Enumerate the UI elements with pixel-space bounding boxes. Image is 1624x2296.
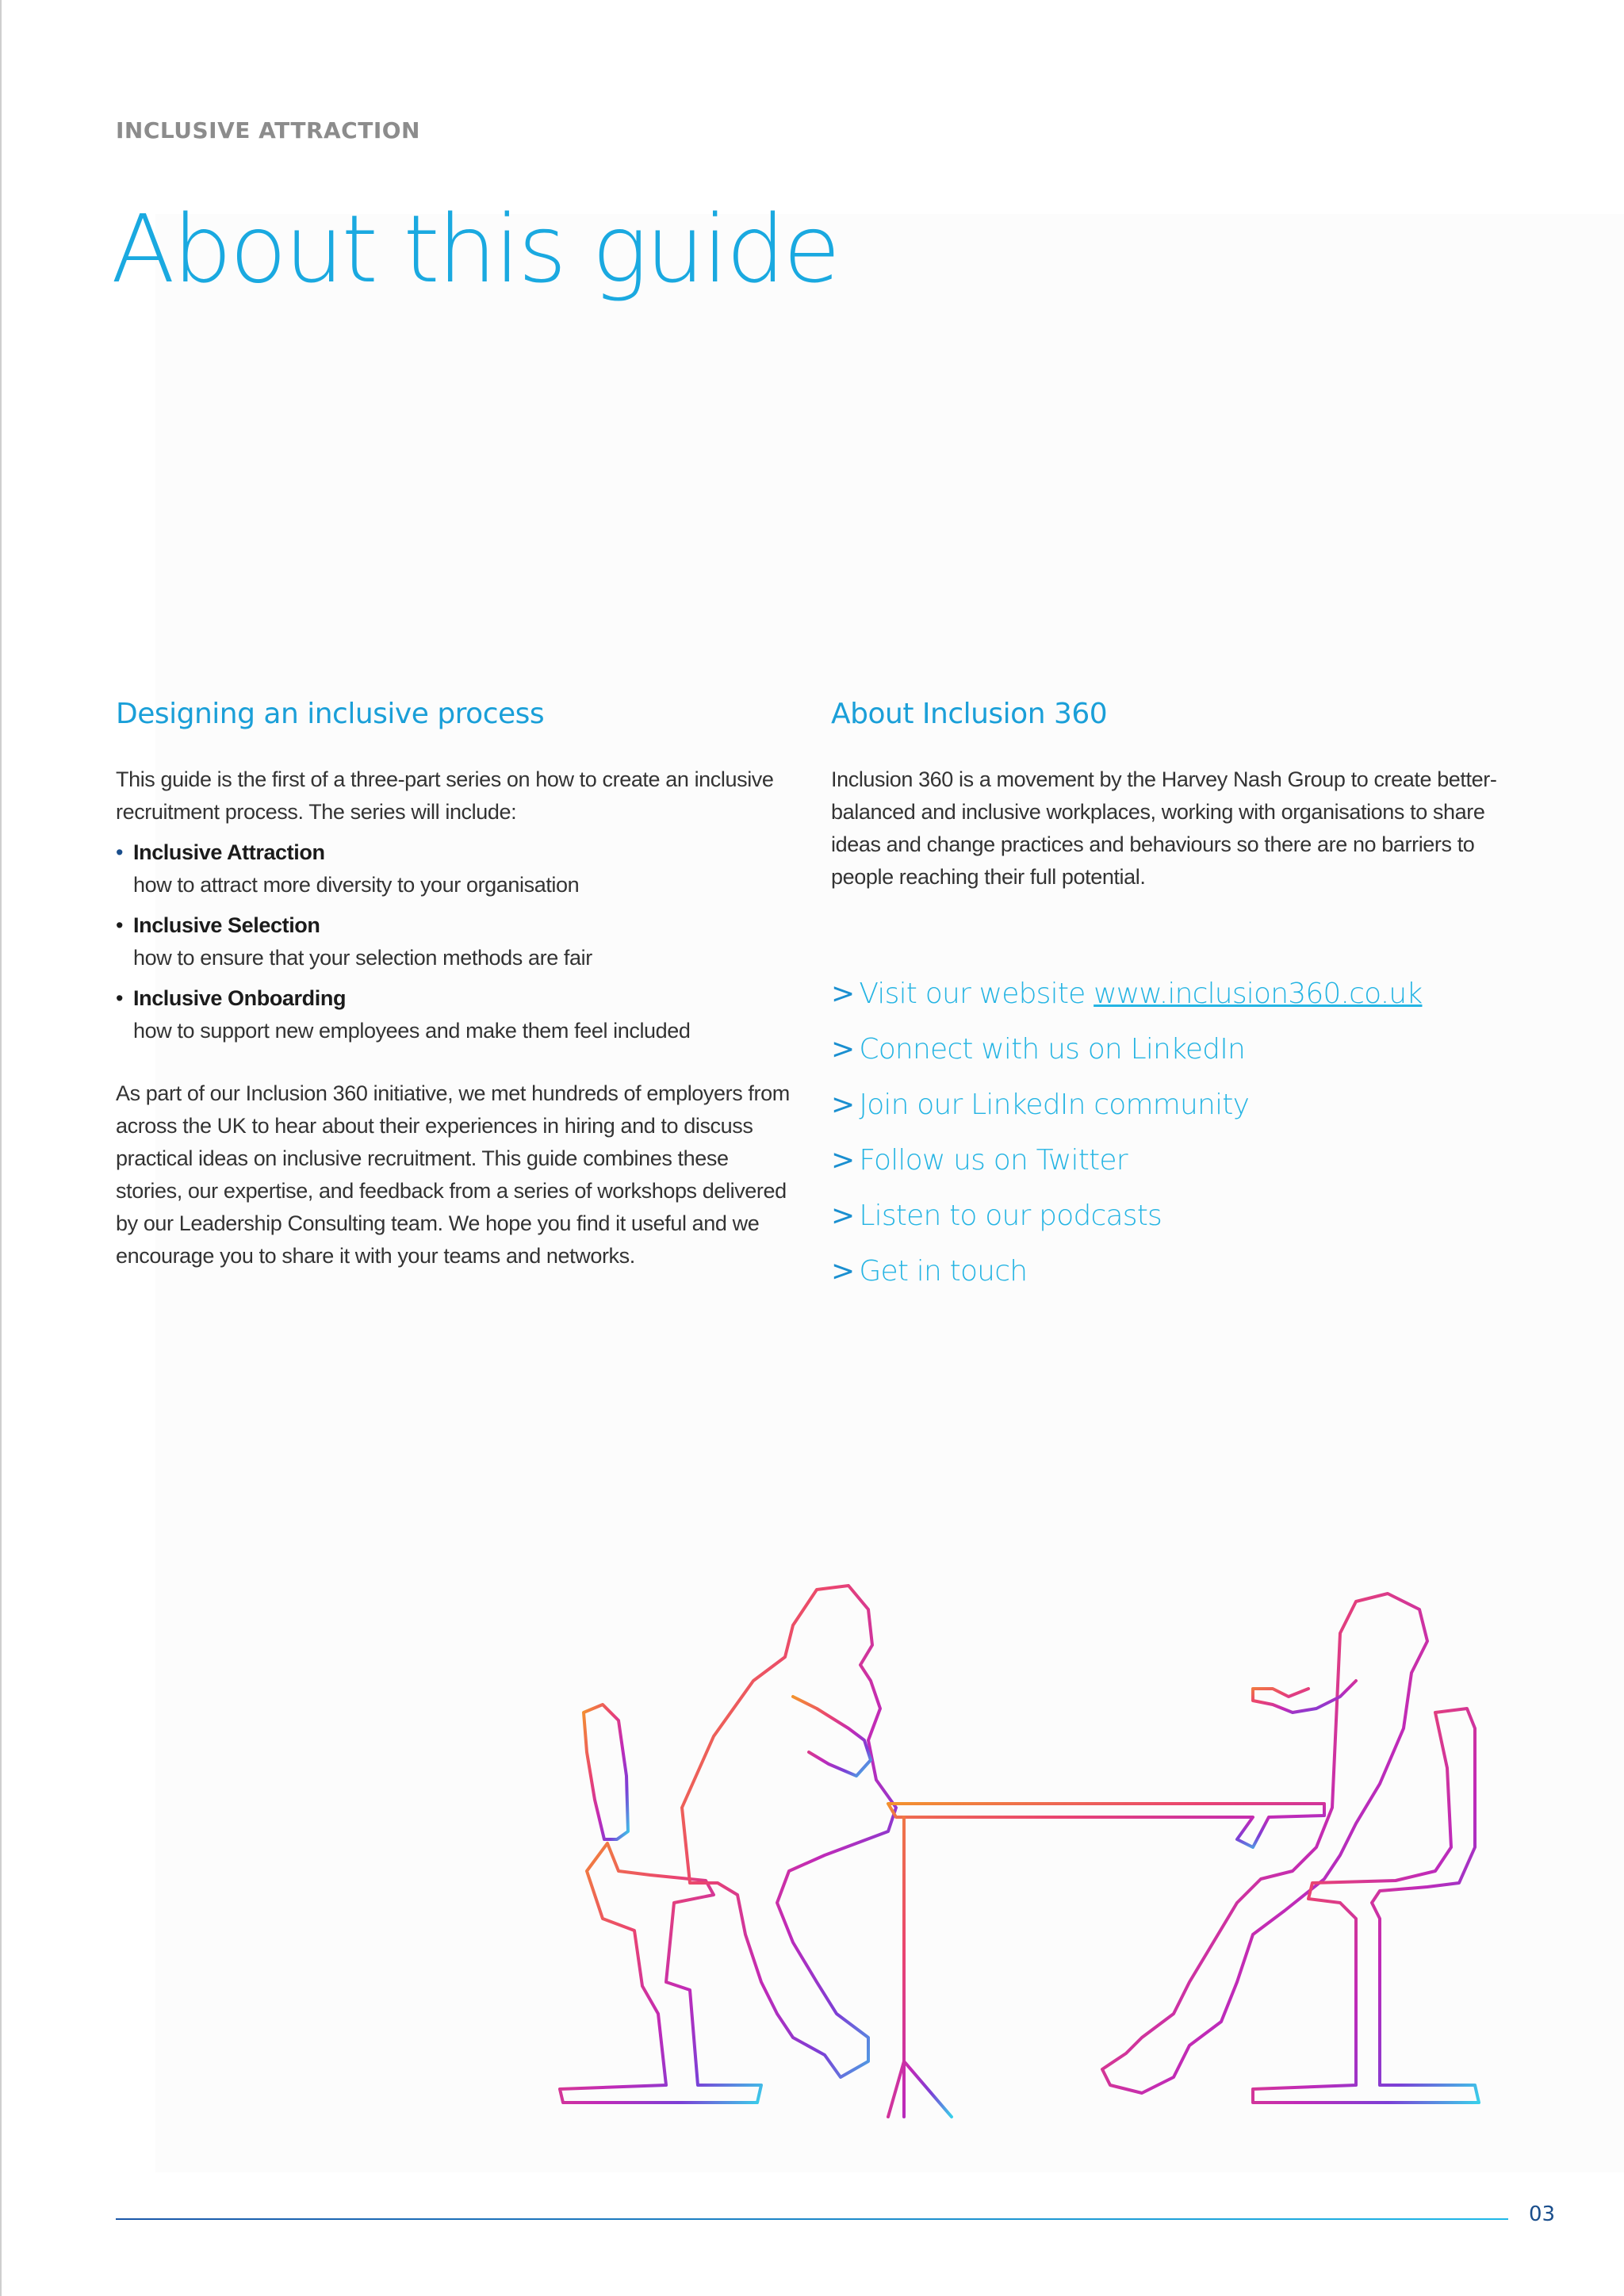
list-item-title: Inclusive Onboarding <box>133 986 347 1010</box>
link-visit-website[interactable] <box>831 966 1513 1022</box>
bullet-icon: • <box>116 913 124 937</box>
bullet-icon: • <box>116 840 124 864</box>
right-column <box>831 698 1513 1299</box>
arrow-icon: > <box>831 978 855 1010</box>
arrow-icon: > <box>831 1255 855 1288</box>
link-label: Visit our website <box>859 978 1094 1010</box>
left-person-arm <box>793 1697 871 1776</box>
bullet-icon: • <box>116 986 124 1010</box>
intro-paragraph: This guide is the first of a three-part series on how to create an inclusive recruitment process. The series will include: <box>116 767 774 824</box>
series-list <box>116 836 798 1047</box>
page-number: 03 <box>1529 2202 1556 2226</box>
section-label: INCLUSIVE ATTRACTION <box>116 117 420 144</box>
link-linkedin[interactable] <box>831 1022 1513 1077</box>
left-person <box>682 1586 896 2077</box>
table <box>888 1804 1324 1847</box>
left-heading: Designing an inclusive process <box>116 698 545 730</box>
link-twitter[interactable] <box>831 1133 1513 1188</box>
footer-divider <box>116 2218 1508 2220</box>
list-item-title: Inclusive Attraction <box>133 840 325 864</box>
link-linkedin-community[interactable] <box>831 1077 1513 1133</box>
page-edge <box>0 0 2 2296</box>
arrow-icon: > <box>831 1144 855 1177</box>
list-item <box>116 909 798 974</box>
right-heading: About Inclusion 360 <box>831 698 1108 730</box>
list-item-description: how to support new employees and make them feel included <box>133 1019 691 1043</box>
right-chair <box>1253 1709 1479 2103</box>
link-label: Listen to our podcasts <box>859 1200 1162 1232</box>
arrow-icon: > <box>831 1089 855 1121</box>
list-item-description: how to attract more diversity to your organisation <box>133 873 580 897</box>
about-paragraph: Inclusion 360 is a movement by the Harvey Nash Group to create better-balanced and inclusive workplaces, working with organisations to share ideas and change practices and behaviours so there are no barriers to people reaching their full potential. <box>831 767 1497 889</box>
right-person-arm <box>1253 1681 1356 1712</box>
left-chair-base <box>560 1843 761 2103</box>
link-get-in-touch[interactable] <box>831 1244 1513 1299</box>
link-podcasts[interactable] <box>831 1188 1513 1244</box>
list-item-title: Inclusive Selection <box>133 913 320 937</box>
arrow-icon: > <box>831 1200 855 1232</box>
table-pedestal <box>888 1817 952 2117</box>
list-item <box>116 836 798 901</box>
link-label: Get in touch <box>859 1255 1028 1288</box>
meeting-illustration <box>555 1570 1554 2149</box>
left-column <box>116 698 798 1272</box>
left-chair <box>584 1705 628 1839</box>
list-item <box>116 982 798 1047</box>
link-label: Follow us on Twitter <box>859 1144 1128 1177</box>
link-list <box>831 966 1513 1299</box>
link-label: Connect with us on LinkedIn <box>859 1033 1246 1066</box>
page-title: About this guide <box>111 194 839 304</box>
link-label: Join our LinkedIn community <box>859 1089 1250 1121</box>
arrow-icon: > <box>831 1033 855 1066</box>
website-url-link[interactable]: www.inclusion360.co.uk <box>1094 978 1423 1010</box>
list-item-description: how to ensure that your selection methods are fair <box>133 946 592 970</box>
body-paragraph: As part of our Inclusion 360 initiative, we met hundreds of employers from across the UK to hear about their experiences in hiring and to discuss practical ideas on inclusive recruitment. This guide combines these stories, our expertise, and feedback from a series of workshops delivered by our Leadership Consulting team. We hope you find it useful and we encourage you to share it with your teams and networks. <box>116 1081 790 1268</box>
